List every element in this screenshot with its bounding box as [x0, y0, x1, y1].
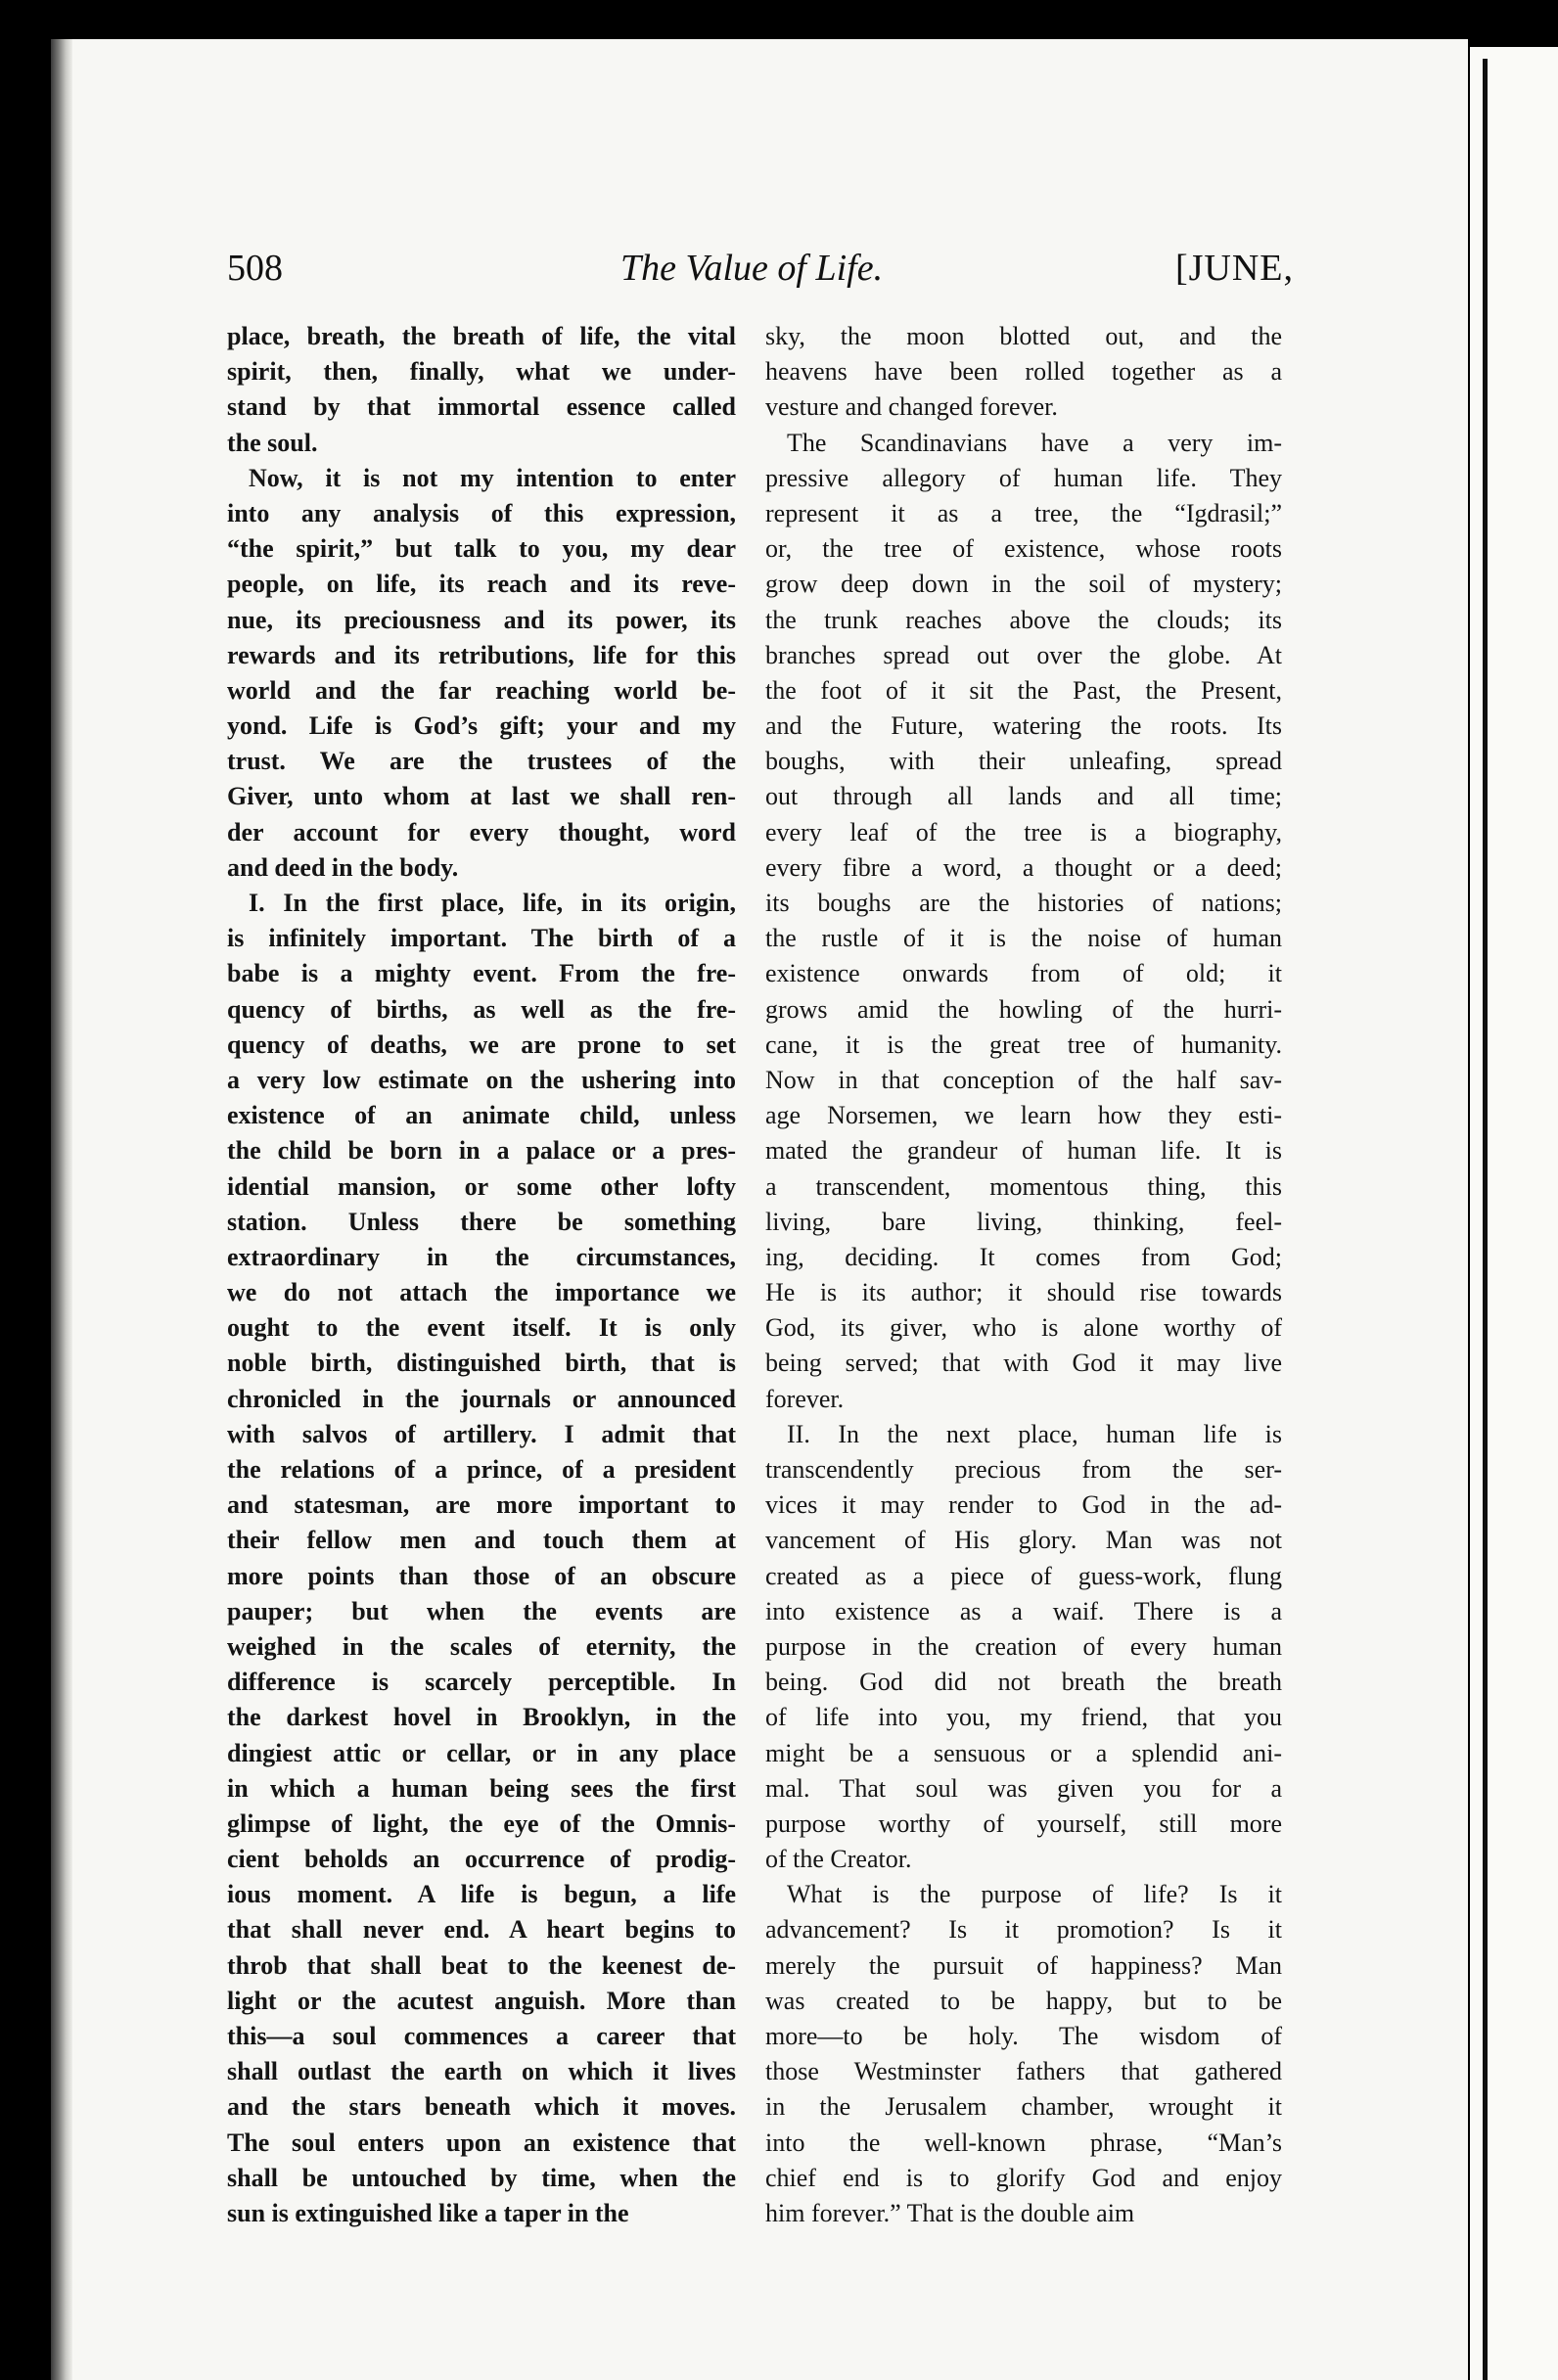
text-line: nue, its preciousness and its power, its [227, 605, 736, 634]
text-line: weighed in the scales of eternity, the [227, 1631, 736, 1661]
text-line: this—a soul commences a career that [227, 2022, 736, 2050]
text-line: chronicled in the journals or announced [227, 1384, 736, 1413]
text-line: advancement? Is it promotion? Is it [765, 1915, 1282, 1945]
text-line: cane, it is the great tree of humanity. [765, 1030, 1282, 1059]
text-line: purpose in the creation of every human [765, 1631, 1282, 1661]
text-line: sky, the moon blotted out, and the [765, 322, 1282, 350]
text-line: or, the tree of existence, whose roots [765, 534, 1282, 564]
scan-top-border [0, 0, 1558, 39]
text-line: merely the pursuit of happiness? Man [765, 1950, 1282, 1980]
text-line: idential mansion, or some other lofty [227, 1171, 736, 1201]
text-line: a transcendent, momentous thing, this [765, 1171, 1282, 1201]
paragraph [765, 1417, 1282, 1877]
text-line: and the Future, watering the roots. Its [765, 711, 1282, 741]
text-line: was created to be happy, but to be [765, 1986, 1282, 2015]
paragraph [227, 461, 736, 886]
text-line: yond. Life is God’s gift; your and my [227, 711, 736, 741]
text-line: vancement of His glory. Man was not [765, 1526, 1282, 1555]
text-line: quency of deaths, we are prone to set [227, 1030, 736, 1059]
text-line: glimpse of light, the eye of the Omnis- [227, 1808, 736, 1838]
text-line: being served; that with God it may live [765, 1349, 1282, 1378]
text-line: Now, it is not my intention to enter [249, 463, 736, 492]
text-line: might be a sensuous or a splendid ani- [765, 1738, 1282, 1767]
text-line: trust. We are the trustees of the [227, 747, 736, 776]
text-line: extraordinary in the circumstances, [227, 1242, 736, 1271]
text-line: created as a piece of guess-work, flung [765, 1561, 1282, 1590]
text-line: the rustle of it is the noise of human [765, 924, 1282, 953]
text-line: every leaf of the tree is a biography, [765, 817, 1282, 847]
text-line: the relations of a prince, of a president [227, 1455, 736, 1484]
text-line: the foot of it sit the Past, the Present, [765, 675, 1282, 705]
text-line: every fibre a word, a thought or a deed; [765, 852, 1282, 882]
page-binding-shadow [51, 39, 72, 2380]
text-line: shall be untouched by time, when the [227, 2163, 736, 2192]
text-line: branches spread out over the globe. At [765, 640, 1282, 669]
left-text-column [227, 319, 736, 2231]
text-line: its boughs are the histories of nations; [765, 889, 1282, 917]
text-line: dingiest attic or cellar, or in any place [227, 1738, 736, 1767]
text-line: mal. That soul was given you for a [765, 1773, 1282, 1803]
text-line: transcendently precious from the ser- [765, 1455, 1282, 1484]
text-line: noble birth, distinguished birth, that is [227, 1349, 736, 1378]
text-line: God, its giver, who is alone worthy of [765, 1313, 1282, 1343]
text-line: and statesman, are more important to [227, 1490, 736, 1520]
text-line: people, on life, its reach and its reve- [227, 570, 736, 599]
paragraph [227, 319, 736, 461]
text-line: existence of an animate child, unless [227, 1101, 736, 1130]
text-line: more—to be holy. The wisdom of [765, 2022, 1282, 2050]
text-line: in which a human being sees the first [227, 1773, 736, 1803]
page-number: 508 [227, 248, 283, 289]
month-heading: [JUNE, [1174, 248, 1294, 289]
text-line: a very low estimate on the ushering into [227, 1065, 736, 1094]
right-text-column [765, 319, 1282, 2231]
text-line: of the Creator. [765, 1845, 912, 1874]
text-line: forever. [765, 1384, 845, 1413]
text-line: the child be born in a palace or a pres- [227, 1136, 736, 1166]
text-line: station. Unless there be something [227, 1207, 736, 1236]
text-line: II. In the next place, human life is [787, 1419, 1282, 1448]
text-line: babe is a mighty event. From the fre- [227, 959, 736, 988]
text-line: Giver, unto whom at last we shall ren- [227, 782, 736, 811]
text-line: chief end is to glorify God and enjoy [765, 2163, 1282, 2192]
text-line: ing, deciding. It comes from God; [765, 1242, 1282, 1271]
text-line: and deed in the body. [227, 852, 459, 882]
running-title: The Value of Life. [620, 248, 884, 289]
text-line: into any analysis of this expression, [227, 498, 736, 527]
text-line: What is the purpose of life? Is it [787, 1880, 1282, 1909]
text-line: light or the acutest anguish. More than [227, 1986, 736, 2015]
text-line: pressive allegory of human life. They [765, 463, 1282, 492]
paragraph [765, 1877, 1282, 2231]
text-line: vesture and changed forever. [765, 392, 1058, 422]
text-line: boughs, with their unleafing, spread [765, 747, 1282, 776]
text-line: mated the grandeur of human life. It is [765, 1136, 1282, 1166]
text-line: the soul. [227, 428, 318, 457]
text-line: their fellow men and touch them at [227, 1526, 736, 1555]
text-line: throb that shall beat to the keenest de- [227, 1950, 736, 1980]
text-line: ious moment. A life is begun, a life [227, 1880, 736, 1909]
text-line: age Norsemen, we learn how they esti- [765, 1101, 1282, 1130]
text-line: we do not attach the importance we [227, 1278, 736, 1307]
text-line: The Scandinavians have a very im- [787, 428, 1282, 457]
text-line: quency of births, as well as the fre- [227, 994, 736, 1024]
text-line: into the well-known phrase, “Man’s [765, 2128, 1282, 2157]
text-line: him forever.” That is the double aim [765, 2198, 1135, 2227]
text-line: is infinitely important. The birth of a [227, 924, 736, 953]
text-line: those Westminster fathers that gathered [765, 2057, 1282, 2086]
text-line: rewards and its retributions, life for this [227, 640, 736, 669]
text-line: living, bare living, thinking, feel- [765, 1207, 1282, 1236]
text-line: sun is extinguished like a taper in the [227, 2198, 629, 2227]
text-line: purpose worthy of yourself, still more [765, 1808, 1282, 1838]
text-line: “the spirit,” but talk to you, my dear [227, 534, 736, 564]
text-line: out through all lands and all time; [765, 782, 1282, 811]
text-line: shall outlast the earth on which it lives [227, 2057, 736, 2086]
text-line: cient beholds an occurrence of prodig- [227, 1845, 736, 1874]
text-line: difference is scarcely perceptible. In [227, 1668, 736, 1697]
text-line: with salvos of artillery. I admit that [227, 1419, 736, 1448]
text-line: that shall never end. A heart begins to [227, 1915, 736, 1945]
paragraph [227, 886, 736, 2231]
text-line: ought to the event itself. It is only [227, 1313, 736, 1343]
text-line: world and the far reaching world be- [227, 675, 736, 705]
text-line: and the stars beneath which it moves. [227, 2092, 736, 2122]
text-line: vices it may render to God in the ad- [765, 1490, 1282, 1520]
paragraph [765, 426, 1282, 1417]
text-line: heavens have been rolled together as a [765, 357, 1282, 387]
text-line: place, breath, the breath of life, the vital [227, 322, 736, 350]
text-line: stand by that immortal essence called [227, 392, 736, 422]
text-line: grow deep down in the soil of mystery; [765, 570, 1282, 599]
text-line: the darkest hovel in Brooklyn, in the [227, 1703, 736, 1732]
text-line: existence onwards from of old; it [765, 959, 1282, 988]
text-line: into existence as a waif. There is a [765, 1596, 1282, 1625]
text-line: der account for every thought, word [227, 817, 736, 847]
text-line: Now in that conception of the half sav- [765, 1065, 1282, 1094]
text-line: I. In the first place, life, in its origin, [249, 889, 736, 917]
text-line: pauper; but when the events are [227, 1596, 736, 1625]
text-line: more points than those of an obscure [227, 1561, 736, 1590]
text-line: represent it as a tree, the “Igdrasil;” [765, 498, 1282, 527]
text-line: the trunk reaches above the clouds; its [765, 605, 1282, 634]
paragraph [765, 319, 1282, 426]
facing-page-rule [1483, 59, 1488, 2380]
text-line: The soul enters upon an existence that [227, 2128, 736, 2157]
text-line: grows amid the howling of the hurri- [765, 994, 1282, 1024]
text-line: He is its author; it should rise towards [765, 1278, 1282, 1307]
text-line: being. God did not breath the breath [765, 1668, 1282, 1697]
page-header [227, 247, 1294, 305]
text-line: of life into you, my friend, that you [765, 1703, 1282, 1732]
text-line: spirit, then, finally, what we under- [227, 357, 736, 387]
text-line: in the Jerusalem chamber, wrought it [765, 2092, 1282, 2122]
